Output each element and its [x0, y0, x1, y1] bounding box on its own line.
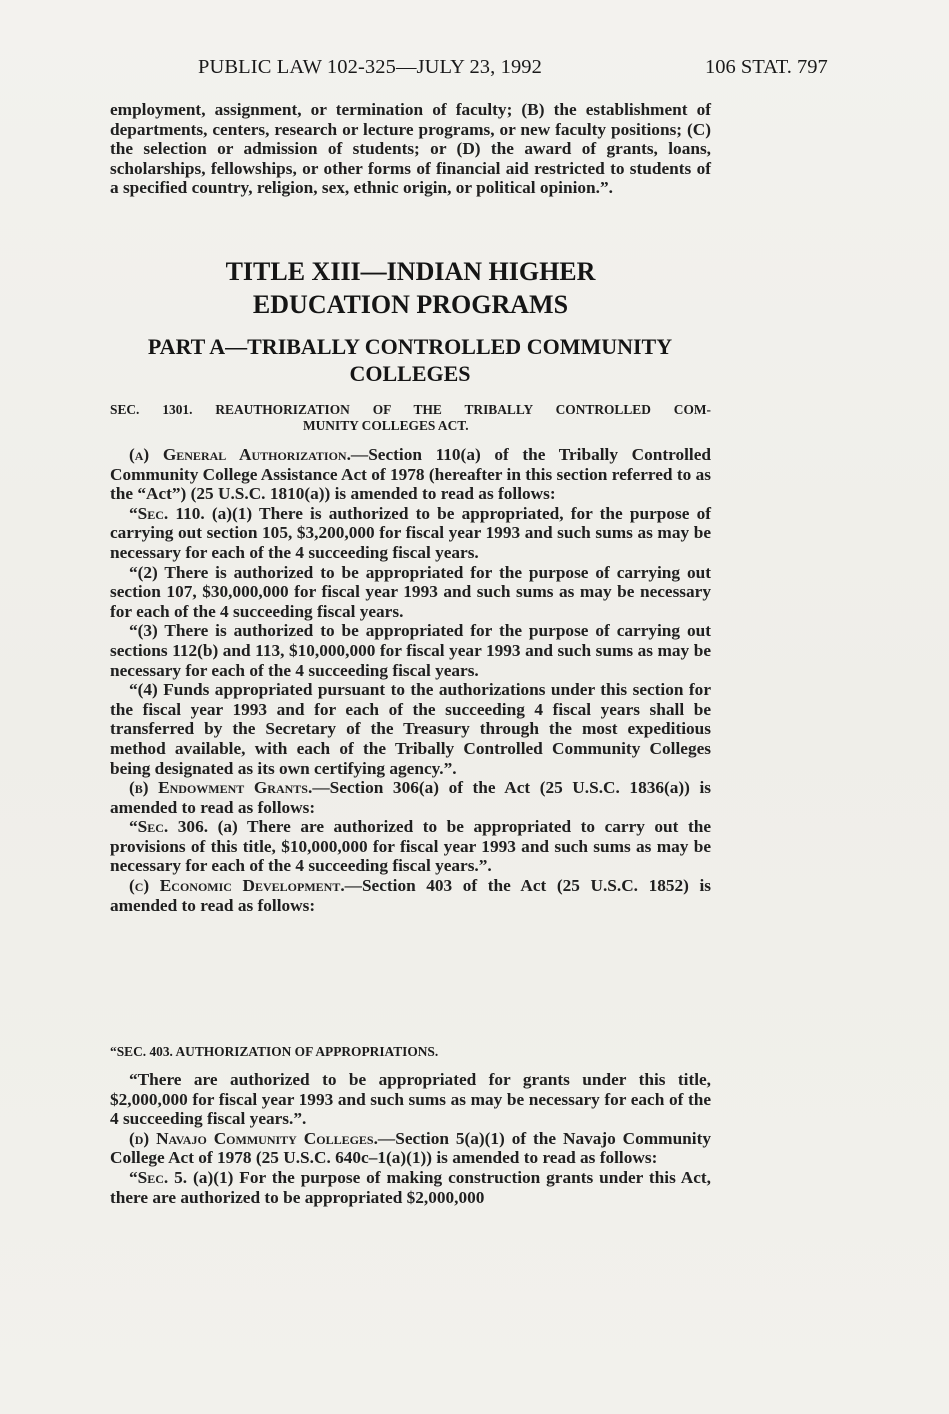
subsection-c-text: —Section 403 of the Act (25 U.S.C. 1852) is amended to read as follows:: [110, 876, 711, 915]
section-heading-line-1: SEC. 1301. REAUTHORIZATION OF THE TRIBALLY CONTROLLED COM-: [110, 402, 711, 417]
sec-306-paragraph: [110, 817, 711, 876]
subsection-b: [110, 778, 711, 817]
intro-text: employment, assignment, or termination of faculty; (B) the establishment of departments, centers, research or lecture programs, or new faculty positions; (C) the selection or admission of students; or (D) the award of grants, loans, scholarships, fellowships, or other forms of financial aid restricted to students of a specified country, religion, sex, ethnic origin, or political opinion.”.: [110, 100, 711, 198]
sec-110-text: 110. (a)(1) There is authorized to be appropriated, for the purpose of carrying out section 105, $3,200,000 for fiscal year 1993 and such sums as may be necessary for each of the 4 succeeding fiscal years.: [110, 503, 711, 562]
sec-5-lead: “Sec.: [129, 1167, 169, 1187]
subsection-a-heading: (a) General Authorization.: [129, 445, 351, 464]
paragraph-4: “(4) Funds appropriated pursuant to the authorizations under this section for the fiscal year 1993 and for each of the succeeding 4 fiscal years shall be transferred by the Secretary of the Treasury through the most expeditious method available, with each of the Tribally Controlled Community Colleges being designated as its own certifying agency.”.: [110, 680, 711, 778]
sec-5-paragraph: [110, 1168, 711, 1207]
subsection-d-text: —Section 5(a)(1) of the Navajo Community College Act of 1978 (25 U.S.C. 640c–1(a)(1)) is amended to read as follows:: [110, 1128, 711, 1168]
section-heading-line-2: MUNITY COLLEGES ACT.: [303, 418, 469, 433]
sec-110-lead: “Sec.: [129, 503, 169, 523]
paragraph-3: “(3) There is authorized to be appropriated for the purpose of carrying out sections 112(b) and 113, $10,000,000 for fiscal year 1993 and such sums as may be necessary for each of the 4 succeeding fiscal years.: [110, 621, 711, 680]
subsection-b-text: —Section 306(a) of the Act (25 U.S.C. 1836(a)) is amended to read as follows:: [110, 778, 711, 817]
intro-paragraph: [110, 100, 711, 198]
header-page-number: 106 STAT. 797: [705, 56, 828, 78]
subsection-a: [110, 445, 711, 504]
running-header: [0, 52, 949, 82]
section-body-lower: [110, 1070, 711, 1207]
title-heading: [110, 255, 711, 321]
subsection-c-heading: (c) Economic Development.: [129, 876, 345, 896]
part-heading: [78, 333, 742, 387]
sec-306-text: 306. (a) There are authorized to be appropriated to carry out the provisions of this title, $10,000,000 for fiscal year 1993 and such sums as may be necessary for each of the 4 succeeding fiscal years.”.: [110, 817, 711, 876]
sec-403-paragraph: “There are authorized to be appropriated for grants under this title, $2,000,000 for fiscal year 1993 and such sums as may be necessary for each of the 4 succeeding fiscal years.”.: [110, 1070, 711, 1129]
sec-5-text: 5. (a)(1) For the purpose of making construction grants under this Act, there are authorized to be appropriated $2,000,000: [110, 1167, 711, 1207]
title-line-1: TITLE XIII—INDIAN HIGHER: [225, 257, 596, 286]
header-title: PUBLIC LAW 102-325—JULY 23, 1992: [198, 56, 543, 78]
subsection-d: [110, 1129, 711, 1168]
section-1301-heading: [110, 402, 711, 434]
sec-306-lead: “Sec.: [129, 817, 169, 837]
subsection-a-text: —Section 110(a) of the Tribally Controlled Community College Assistance Act of 1978 (hereafter in this section referred to as the “Act”) (25 U.S.C. 1810(a)) is amended to read as follows:: [110, 445, 711, 504]
part-line-2: COLLEGES: [349, 361, 471, 386]
part-line-1: PART A—TRIBALLY CONTROLLED COMMUNITY: [147, 334, 673, 359]
sec-110-paragraph: [110, 504, 711, 563]
subsection-b-heading: (b) Endowment Grants.: [129, 778, 313, 798]
title-line-2: EDUCATION PROGRAMS: [252, 290, 569, 319]
section-body-upper: [110, 445, 711, 915]
subsection-d-heading: (d) Navajo Community Colleges.: [129, 1128, 378, 1148]
section-403-heading: “SEC. 403. AUTHORIZATION OF APPROPRIATIONS.: [110, 1044, 439, 1059]
paragraph-2: “(2) There is authorized to be appropriated for the purpose of carrying out section 107, $30,000,000 for fiscal year 1993 and such sums as may be necessary for each of the 4 succeeding fiscal years.: [110, 562, 711, 621]
subsection-c: [110, 876, 711, 915]
